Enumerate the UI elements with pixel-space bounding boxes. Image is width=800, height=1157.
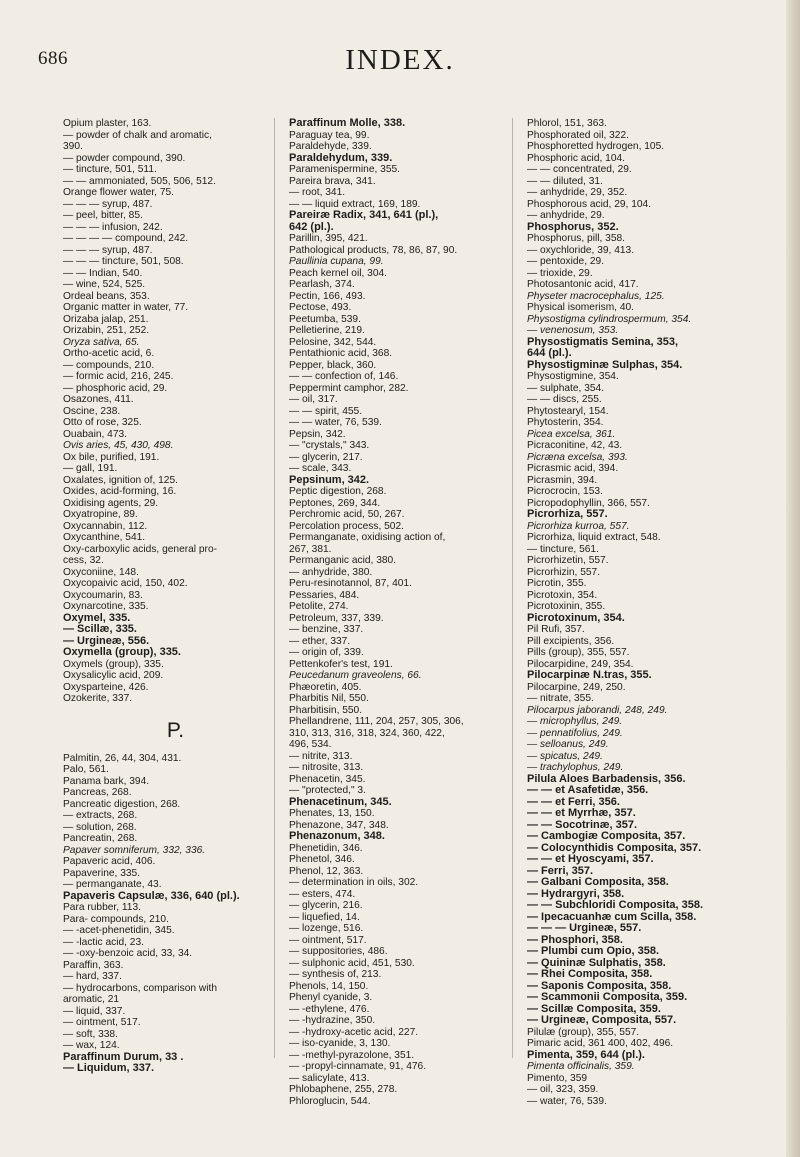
index-entry: Palo, 561. — [63, 764, 109, 775]
index-entry: Phenacetinum, 345. — [289, 795, 392, 808]
index-entry: Papaver somniferum, 332, 336. — [63, 844, 206, 856]
index-entry: Oxy-carboxylic acids, general pro- — [63, 543, 218, 555]
index-entry: — microphyllus, 249. — [527, 716, 623, 727]
index-entry: — — — syrup, 487. — [63, 198, 153, 210]
index-entry: — spicatus, 249. — [527, 750, 603, 762]
index-entry: — powder compound, 390. — [63, 152, 186, 164]
index-entry: Para- compounds, 210. — [63, 913, 169, 925]
index-entry: — -propyl-cinnamate, 91, 476. — [289, 1061, 427, 1072]
index-entry: Phytostearyl, 154. — [527, 405, 609, 417]
page-title: INDEX. — [345, 44, 455, 76]
index-entry: Pentathionic acid, 368. — [289, 348, 393, 359]
index-entry: Picea excelsa, 361. — [527, 428, 616, 440]
index-entry: — — Socotrinæ, 357. — [527, 818, 638, 831]
index-entry: Pill excipients, 356. — [527, 635, 615, 647]
index-entry: — salicylate, 413. — [289, 1072, 370, 1084]
index-entry: Oxysparteine, 426. — [63, 681, 149, 693]
index-entry: Phenates, 13, 150. — [289, 808, 375, 819]
index-entry: — ointment, 517. — [63, 1017, 141, 1028]
index-entry: — venenosum, 353. — [527, 325, 619, 336]
index-entry: — Phosphori, 358. — [527, 933, 623, 946]
index-entry: — trachylophus, 249. — [527, 762, 624, 773]
index-entry: — — et Myrrhæ, 357. — [527, 807, 636, 819]
index-entry: Physical isomerism, 40. — [527, 302, 634, 313]
index-entry: — scale, 343. — [289, 463, 352, 474]
index-entry: cess, 32. — [63, 555, 104, 566]
index-entry: — powder of chalk and aromatic, — [63, 129, 212, 141]
index-entry: — — discs, 255. — [527, 394, 602, 405]
index-entry: Pareiræ Radix, 341, 641 (pl.), — [289, 209, 439, 221]
index-entry: Phenols, 14, 150. — [289, 980, 369, 992]
index-entry: — suppositories, 486. — [289, 946, 388, 957]
index-entry: Ortho-acetic acid, 6. — [63, 348, 155, 359]
index-entry: 496, 534. — [289, 739, 332, 750]
index-entry: — synthesis of, 213. — [289, 969, 382, 980]
index-entry: — Urgineæ, 556. — [63, 634, 150, 647]
index-entry: — — — — compound, 242. — [63, 233, 189, 244]
index-entry: Orange flower water, 75. — [63, 187, 174, 198]
index-entry: Pilocarpine, 249, 250. — [527, 681, 626, 693]
index-entry: — -acet-phenetidin, 345. — [63, 925, 175, 936]
index-entry: Photosantonic acid, 417. — [527, 279, 639, 290]
index-entry: — permanganate, 43. — [63, 879, 162, 890]
index-entry: Oxynarcotine, 335. — [63, 601, 149, 612]
index-entry: Pepper, black, 360. — [289, 359, 377, 371]
index-entry: Phosphoric acid, 104. — [527, 152, 625, 164]
index-entry: Phlobaphene, 255, 278. — [289, 1084, 398, 1095]
index-entry: — — — tincture, 501, 508. — [63, 256, 184, 267]
index-entry: — selloanus, 249. — [527, 739, 609, 750]
index-entry: — Urgineæ, Composita, 557. — [527, 1014, 677, 1026]
index-entry: — hydrocarbons, comparison with — [63, 982, 218, 994]
index-entry: Paraldehydum, 339. — [289, 151, 393, 164]
index-entry: Pimento, 359 — [527, 1072, 588, 1084]
index-entry: Picropodophyllin, 366, 557. — [527, 497, 650, 509]
index-entry: Phellandrene, 111, 204, 257, 305, 306, — [289, 716, 464, 727]
index-entry: — iso-cyanide, 3, 130. — [289, 1038, 391, 1049]
index-entry: Phloroglucin, 544. — [289, 1095, 371, 1107]
index-entry: Peach kernel oil, 304. — [289, 267, 387, 279]
index-entry: Parillin, 395, 421. — [289, 233, 368, 244]
index-entry: Phenyl cyanide, 3. — [289, 992, 373, 1003]
index-entry: Phytosterin, 354. — [527, 417, 604, 428]
index-entry: — ether, 337. — [289, 635, 351, 647]
index-entry: — — confection of, 146. — [289, 371, 399, 382]
index-entry: Phosphorus, pill, 358. — [527, 233, 625, 244]
index-entry: Otto of rose, 325. — [63, 417, 142, 428]
index-entry: Paraffinum Durum, 33 . — [63, 1050, 184, 1063]
index-entry: Pimenta officinalis, 359. — [527, 1061, 635, 1072]
index-entry: — Quininæ Sulphatis, 358. — [527, 956, 666, 969]
index-entry: — Rhei Composita, 358. — [527, 968, 653, 980]
index-entry: Pectin, 166, 493. — [289, 290, 366, 302]
index-entry: — glycerin, 217. — [289, 451, 363, 463]
index-entry: Petolite, 274. — [289, 601, 349, 612]
index-entry: Osazones, 411. — [63, 394, 134, 405]
index-entry: Paraldehyde, 339. — [289, 141, 372, 152]
index-entry: — -hydrazine, 350. — [289, 1015, 376, 1026]
index-entry: Perchromic acid, 50, 267. — [289, 509, 405, 520]
index-entry: Oxidising agents, 29. — [63, 497, 159, 509]
index-entry: Papaverine, 335. — [63, 867, 141, 879]
index-entry: Oscine, 238. — [63, 405, 121, 417]
index-entry: Paullinia cupana, 99. — [289, 256, 384, 267]
index-entry: — Galbani Composita, 358. — [527, 876, 669, 888]
index-entry: Pilula Aloes Barbadensis, 356. — [527, 772, 686, 785]
page-edge-shadow — [786, 0, 800, 1157]
index-entry: Pancreatic digestion, 268. — [63, 798, 181, 810]
index-entry: — phosphoric acid, 29. — [63, 382, 168, 394]
index-entry: Peetumba, 539. — [289, 313, 361, 325]
index-entry: Phosphorous acid, 29, 104. — [527, 198, 652, 210]
index-entry: — solution, 268. — [63, 821, 137, 833]
index-entry: — liquefied, 14. — [289, 911, 360, 923]
index-entry: Ozokerite, 337. — [63, 693, 133, 704]
index-entry: — — — Urgineæ, 557. — [527, 922, 642, 934]
index-entry: — "crystals," 343. — [289, 440, 370, 451]
index-entry: — Scillæ, 335. — [63, 623, 137, 635]
index-entry: — — spirit, 455. — [289, 405, 363, 417]
index-entry: Picrorhiza, liquid extract, 548. — [527, 532, 661, 543]
index-entry: — water, 76, 539. — [527, 1095, 607, 1107]
index-entry: — nitrosite, 313. — [289, 762, 364, 773]
index-entry: Physostigma cylindrospermum, 354. — [527, 313, 692, 325]
index-entry: — Scammonii Composita, 359. — [527, 991, 688, 1003]
index-entry: Picrotoxinin, 355. — [527, 601, 606, 612]
index-entry: Oxalates, ignition of, 125. — [63, 474, 178, 486]
index-entry: — soft, 338. — [63, 1028, 118, 1040]
index-entry: Percolation process, 502. — [289, 520, 404, 532]
index-entry: Oxymella (group), 335. — [63, 646, 181, 658]
index-entry: — extracts, 268. — [63, 810, 138, 821]
index-entry: — wine, 524, 525. — [63, 279, 146, 290]
index-entry: — Colocynthidis Composita, 357. — [527, 841, 702, 854]
index-entry: Pharbitis Nil, 550. — [289, 693, 369, 704]
index-column-2 — [274, 117, 514, 1107]
index-entry: Pilocarpidine, 249, 354. — [527, 658, 634, 670]
index-entry: Picrorhizetin, 557. — [527, 555, 609, 566]
index-entry: Panama bark, 394. — [63, 775, 150, 787]
index-entry: Phenazonum, 348. — [289, 830, 385, 842]
index-entry: Physeter macrocephalus, 125. — [527, 290, 665, 302]
index-entry: Phenol, 12, 363. — [289, 865, 364, 877]
index-entry: Picraconitine, 42, 43. — [527, 440, 623, 451]
index-entry: Physostigminæ Sulphas, 354. — [527, 358, 683, 371]
index-entry: Pilulæ (group), 355, 557. — [527, 1026, 640, 1038]
index-entry: — oil, 323, 359. — [527, 1084, 599, 1095]
index-entry: Picrotin, 355. — [527, 578, 587, 589]
index-entry: — — Indian, 540. — [63, 267, 143, 279]
index-entry: Phlorol, 151, 363. — [527, 118, 607, 129]
index-entry: Picrorhiza kurroa, 557. — [527, 520, 630, 532]
index-entry: — determination in oils, 302. — [289, 877, 419, 888]
index-entry: — — water, 76, 539. — [289, 417, 382, 428]
index-entry: — — liquid extract, 169, 189. — [289, 198, 421, 210]
index-entry: Oxides, acid-forming, 16. — [63, 486, 177, 497]
index-entry: Pimenta, 359, 644 (pl.). — [527, 1048, 645, 1061]
index-entry: — tincture, 501, 511. — [63, 164, 157, 175]
index-entry: — Saponis Composita, 358. — [527, 979, 672, 992]
index-entry: Papaveris Capsulæ, 336, 640 (pl.). — [63, 889, 240, 902]
index-entry: 390. — [63, 141, 83, 152]
index-entry: — sulphonic acid, 451, 530. — [289, 957, 415, 969]
index-entry: Oxysalicylic acid, 209. — [63, 670, 164, 681]
index-entry: — Plumbi cum Opio, 358. — [527, 945, 660, 957]
index-entry: Picrotoxinum, 354. — [527, 611, 625, 624]
index-entry: Pilocarpus jaborandi, 248, 249. — [527, 704, 668, 716]
index-entry: Picræna excelsa, 393. — [527, 451, 628, 463]
index-entry: Peppermint camphor, 282. — [289, 382, 409, 394]
index-entry: — Ipecacuanhæ cum Scilla, 358. — [527, 910, 697, 923]
index-entry: — Ferri, 357. — [527, 864, 594, 877]
index-entry: Palmitin, 26, 44, 304, 431. — [63, 752, 182, 764]
index-entry: — — Subchloridi Composita, 358. — [527, 899, 704, 911]
index-entry: — Scillæ Composita, 359. — [527, 1002, 661, 1015]
index-column-3 — [512, 118, 752, 1107]
index-entry: Pepsin, 342. — [289, 428, 346, 440]
index-entry: Orizabin, 251, 252. — [63, 325, 150, 336]
index-entry: Permanganate, oxidising action of, — [289, 532, 446, 543]
index-entry: Oxycopaivic acid, 150, 402. — [63, 578, 188, 589]
index-entry: Pancreas, 268. — [63, 787, 132, 798]
index-entry: Physostigmine, 354. — [527, 371, 619, 382]
index-entry: Pancreatin, 268. — [63, 833, 138, 844]
index-entry: — nitrite, 313. — [289, 750, 353, 762]
index-entry: 644 (pl.). — [527, 347, 572, 359]
index-entry: — — — infusion, 242. — [63, 221, 163, 233]
index-entry: Opium plaster, 163. — [63, 118, 152, 129]
index-entry: Picrorhizin, 557. — [527, 566, 601, 578]
index-entry: 642 (pl.). — [289, 220, 334, 233]
index-entry: Physostigmatis Semina, 353, — [527, 335, 679, 348]
index-entry: — — et Ferri, 356. — [527, 795, 620, 808]
index-entry: Oxymel, 335. — [63, 611, 131, 624]
index-entry: Phenazone, 347, 348. — [289, 819, 389, 831]
index-entry: Pathological products, 78, 86, 87, 90. — [289, 244, 458, 256]
index-entry: Ovis aries, 45, 430, 498. — [63, 440, 174, 451]
index-entry: Oxycoumarin, 83. — [63, 589, 143, 601]
index-entry: — origin of, 339. — [289, 647, 364, 658]
index-entry: — liquid, 337. — [63, 1005, 126, 1017]
index-entry: — -lactic acid, 23. — [63, 936, 144, 948]
index-entry: — benzine, 337. — [289, 624, 364, 635]
index-entry: Pessaries, 484. — [289, 589, 360, 601]
index-entry: Papaveric acid, 406. — [63, 856, 156, 867]
index-entry: — — diluted, 31. — [527, 175, 603, 187]
index-entry: Picrorhiza, 557. — [527, 508, 608, 520]
index-entry: Phosphorated oil, 322. — [527, 129, 629, 141]
index-entry: — Hydrargyri, 358. — [527, 887, 625, 900]
index-entry: Paraguay tea, 99. — [289, 129, 370, 141]
index-entry: — Liquidum, 337. — [63, 1062, 155, 1074]
index-entry: Peucedanum graveolens, 66. — [289, 670, 422, 681]
index-entry: Pelosine, 342, 544. — [289, 336, 377, 348]
index-entry: — — et Hyoscyami, 357. — [527, 853, 654, 865]
index-entry: — compounds, 210. — [63, 359, 155, 371]
index-entry: Pettenkofer's test, 191. — [289, 658, 393, 670]
index-entry: — anhydride, 380. — [289, 566, 373, 578]
index-entry: Pil Rufi, 357. — [527, 624, 585, 635]
index-entry: — wax, 124. — [63, 1040, 120, 1051]
index-entry: — hard, 337. — [63, 971, 122, 982]
index-entry: — — ammoniated, 505, 506, 512. — [63, 175, 216, 187]
index-entry: — oxychloride, 39, 413. — [527, 244, 635, 256]
index-entry: 267, 381. — [289, 543, 332, 555]
index-entry: Phæoretin, 405. — [289, 681, 362, 693]
index-entry: 310, 313, 316, 318, 324, 360, 422, — [289, 727, 445, 739]
index-entry: Pectose, 493. — [289, 302, 352, 313]
index-entry: Phenetidin, 346. — [289, 842, 363, 854]
index-entry: Organic matter in water, 77. — [63, 302, 189, 313]
index-entry: Ouabain, 473. — [63, 428, 128, 440]
index-entry: Petroleum, 337, 339. — [289, 612, 384, 624]
index-entry: — — concentrated, 29. — [527, 164, 632, 175]
index-entry: Orizaba jalap, 251. — [63, 313, 149, 325]
index-entry: — "protected," 3. — [289, 785, 366, 796]
index-entry: — — et Asafetidæ, 356. — [527, 784, 649, 796]
index-entry: Paraffin, 363. — [63, 959, 124, 971]
index-entry: — formic acid, 216, 245. — [63, 371, 174, 382]
index-column-1 — [63, 118, 288, 1075]
index-entry: — nitrate, 355. — [527, 693, 594, 704]
index-entry: Picrocrocin, 153. — [527, 486, 603, 497]
index-entry: Peptones, 269, 344. — [289, 497, 381, 509]
index-entry: Oxycanthine, 541. — [63, 532, 146, 543]
index-entry: — ointment, 517. — [289, 934, 367, 946]
index-entry: — Cambogiæ Composita, 357. — [527, 830, 686, 842]
index-entry: Ordeal beans, 353. — [63, 290, 150, 302]
index-entry: Para rubber, 113. — [63, 902, 141, 913]
index-entry: Permanganic acid, 380. — [289, 555, 397, 566]
index-entry: Paramenispermine, 355. — [289, 164, 400, 175]
index-entry: — root, 341. — [289, 187, 346, 198]
page-header — [0, 44, 800, 84]
index-entry: — -oxy-benzoic acid, 33, 34. — [63, 948, 193, 959]
index-entry: — anhydride, 29. — [527, 210, 605, 221]
index-entry: — sulphate, 354. — [527, 382, 605, 394]
index-entry: Pills (group), 355, 557. — [527, 647, 630, 658]
index-entry: Peptic digestion, 268. — [289, 486, 387, 497]
index-entry: Phenacetin, 345. — [289, 773, 366, 785]
index-entry: Pharbitisin, 550. — [289, 704, 363, 716]
index-entry: Oxymels (group), 335. — [63, 658, 164, 670]
index-entry: — anhydride, 29, 352. — [527, 187, 628, 198]
index-entry: Phosphorus, 352. — [527, 220, 619, 233]
index-entry: — trioxide, 29. — [527, 267, 593, 279]
index-entry: Oxycannabin, 112. — [63, 520, 148, 532]
index-entry: aromatic, 21 — [63, 994, 120, 1005]
index-entry: — gall, 191. — [63, 463, 118, 474]
index-entry: Pearlash, 374. — [289, 279, 355, 290]
index-entry: Oxyatropine, 89. — [63, 509, 138, 520]
page-number: 686 — [38, 48, 68, 69]
index-entry: — — — syrup, 487. — [63, 244, 153, 256]
index-entry: Phosphoretted hydrogen, 105. — [527, 141, 665, 152]
index-entry: Pilocarpinæ N.tras, 355. — [527, 669, 652, 681]
index-entry: — -ethylene, 476. — [289, 1003, 370, 1015]
index-entry: Pareira brava, 341. — [289, 175, 376, 187]
index-entry: Picrotoxin, 354. — [527, 589, 598, 601]
index-entry: Pimaric acid, 361 400, 402, 496. — [527, 1038, 674, 1049]
index-entry: Pelletierine, 219. — [289, 325, 365, 336]
index-entry: — oil, 317. — [289, 394, 338, 405]
index-entry: — pentoxide, 29. — [527, 256, 605, 267]
section-letter: P. — [166, 718, 185, 742]
index-entry: — esters, 474. — [289, 888, 356, 900]
index-entry: — -hydroxy-acetic acid, 227. — [289, 1026, 419, 1038]
index-entry: — pennatifolius, 249. — [527, 727, 623, 739]
index-entry: — glycerin, 216. — [289, 900, 363, 911]
index-entry: Ox bile, purified, 191. — [63, 451, 160, 463]
index-entry: Picrasmin, 394. — [527, 474, 598, 486]
index-entry: Peru-resinotannol, 87, 401. — [289, 578, 412, 589]
index-entry: — lozenge, 516. — [289, 923, 364, 934]
index-entry: — peel, bitter, 85. — [63, 210, 143, 221]
index-entry: Paraffinum Molle, 338. — [289, 117, 406, 129]
index-entry: Phenetol, 346. — [289, 854, 355, 865]
index-entry: Picrasmic acid, 394. — [527, 463, 619, 474]
index-entry: — -methyl-pyrazolone, 351. — [289, 1049, 415, 1061]
index-entry: Oxyconiine, 148. — [63, 566, 139, 578]
index-entry: Oryza sativa, 65. — [63, 336, 140, 348]
index-entry: Pepsinum, 342. — [289, 473, 370, 486]
index-entry: — tincture, 561. — [527, 543, 599, 555]
